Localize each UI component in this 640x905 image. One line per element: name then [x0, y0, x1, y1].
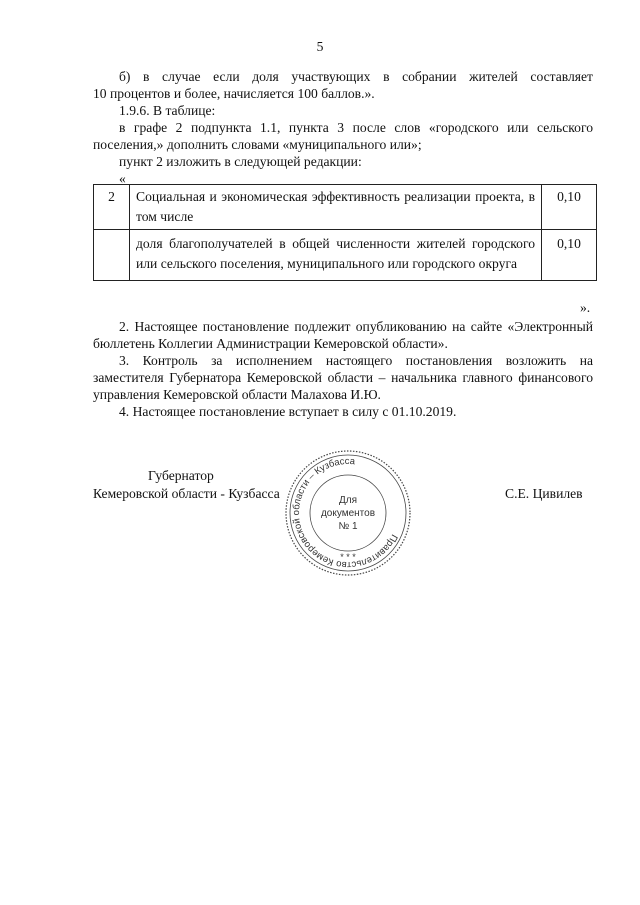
- body-text-after: [93, 318, 593, 420]
- table-cell-text: Социальная и экономическая эффективность реализации проекта, в том числе: [130, 185, 542, 230]
- paragraph-graph-2: в графе 2 подпункта 1.1, пункта 3 после слов «городского или сельского поселения,» дополнить словами «муниципального или»;: [93, 120, 593, 152]
- body-text-before: [93, 68, 593, 187]
- paragraph-2: 2. Настоящее постановление подлежит опубликованию на сайте «Электронный бюллетень Коллегии Администрации Кемеровской области».: [93, 319, 593, 351]
- signature-name: С.Е. Цивилев: [505, 486, 583, 501]
- paragraph-1-9-6: 1.9.6. В таблице:: [119, 103, 216, 118]
- table-cell-value: 0,10: [542, 185, 597, 230]
- table-cell-number: [94, 230, 130, 281]
- table-row: [94, 230, 597, 281]
- paragraph-3: 3. Контроль за исполнением настоящего постановления возложить на заместителя Губернатора Кемеровской области – начальника главного финансового управления Кемеровской области Малахова И.Ю.: [93, 353, 593, 402]
- signature-organization: Кемеровской области - Кузбасса: [93, 486, 280, 501]
- table-cell-value: 0,10: [542, 230, 597, 281]
- table-cell-number: 2: [94, 185, 130, 230]
- quote-open: «: [119, 171, 126, 186]
- table-row: [94, 185, 597, 230]
- seal-ring-text: Правительство Кемеровской области – Кузбасса: [290, 455, 400, 571]
- seal-stars: * * *: [340, 552, 356, 562]
- paragraph-b: б) в случае если доля участвующих в собрании жителей составляет: [119, 69, 593, 84]
- paragraph-point-2: пункт 2 изложить в следующей редакции:: [119, 154, 362, 169]
- signature-title: Губернатор: [148, 468, 214, 483]
- paragraph-4: 4. Настоящее постановление вступает в силу с 01.10.2019.: [119, 404, 457, 419]
- table-cell-text: доля благополучателей в общей численности жителей городского или сельского поселения, муниципального или городского округа: [130, 230, 542, 281]
- seal-center-line-1: Для: [338, 495, 358, 506]
- quote-close: ».: [580, 300, 591, 315]
- criteria-table: [93, 184, 597, 281]
- seal-center-line-2: документов: [320, 508, 376, 519]
- seal-center-line-3: № 1: [338, 521, 358, 532]
- paragraph-b-continuation: 10 процентов и более, начисляется 100 баллов.».: [93, 86, 375, 101]
- official-seal: [283, 448, 413, 578]
- page-number: 5: [316, 39, 324, 54]
